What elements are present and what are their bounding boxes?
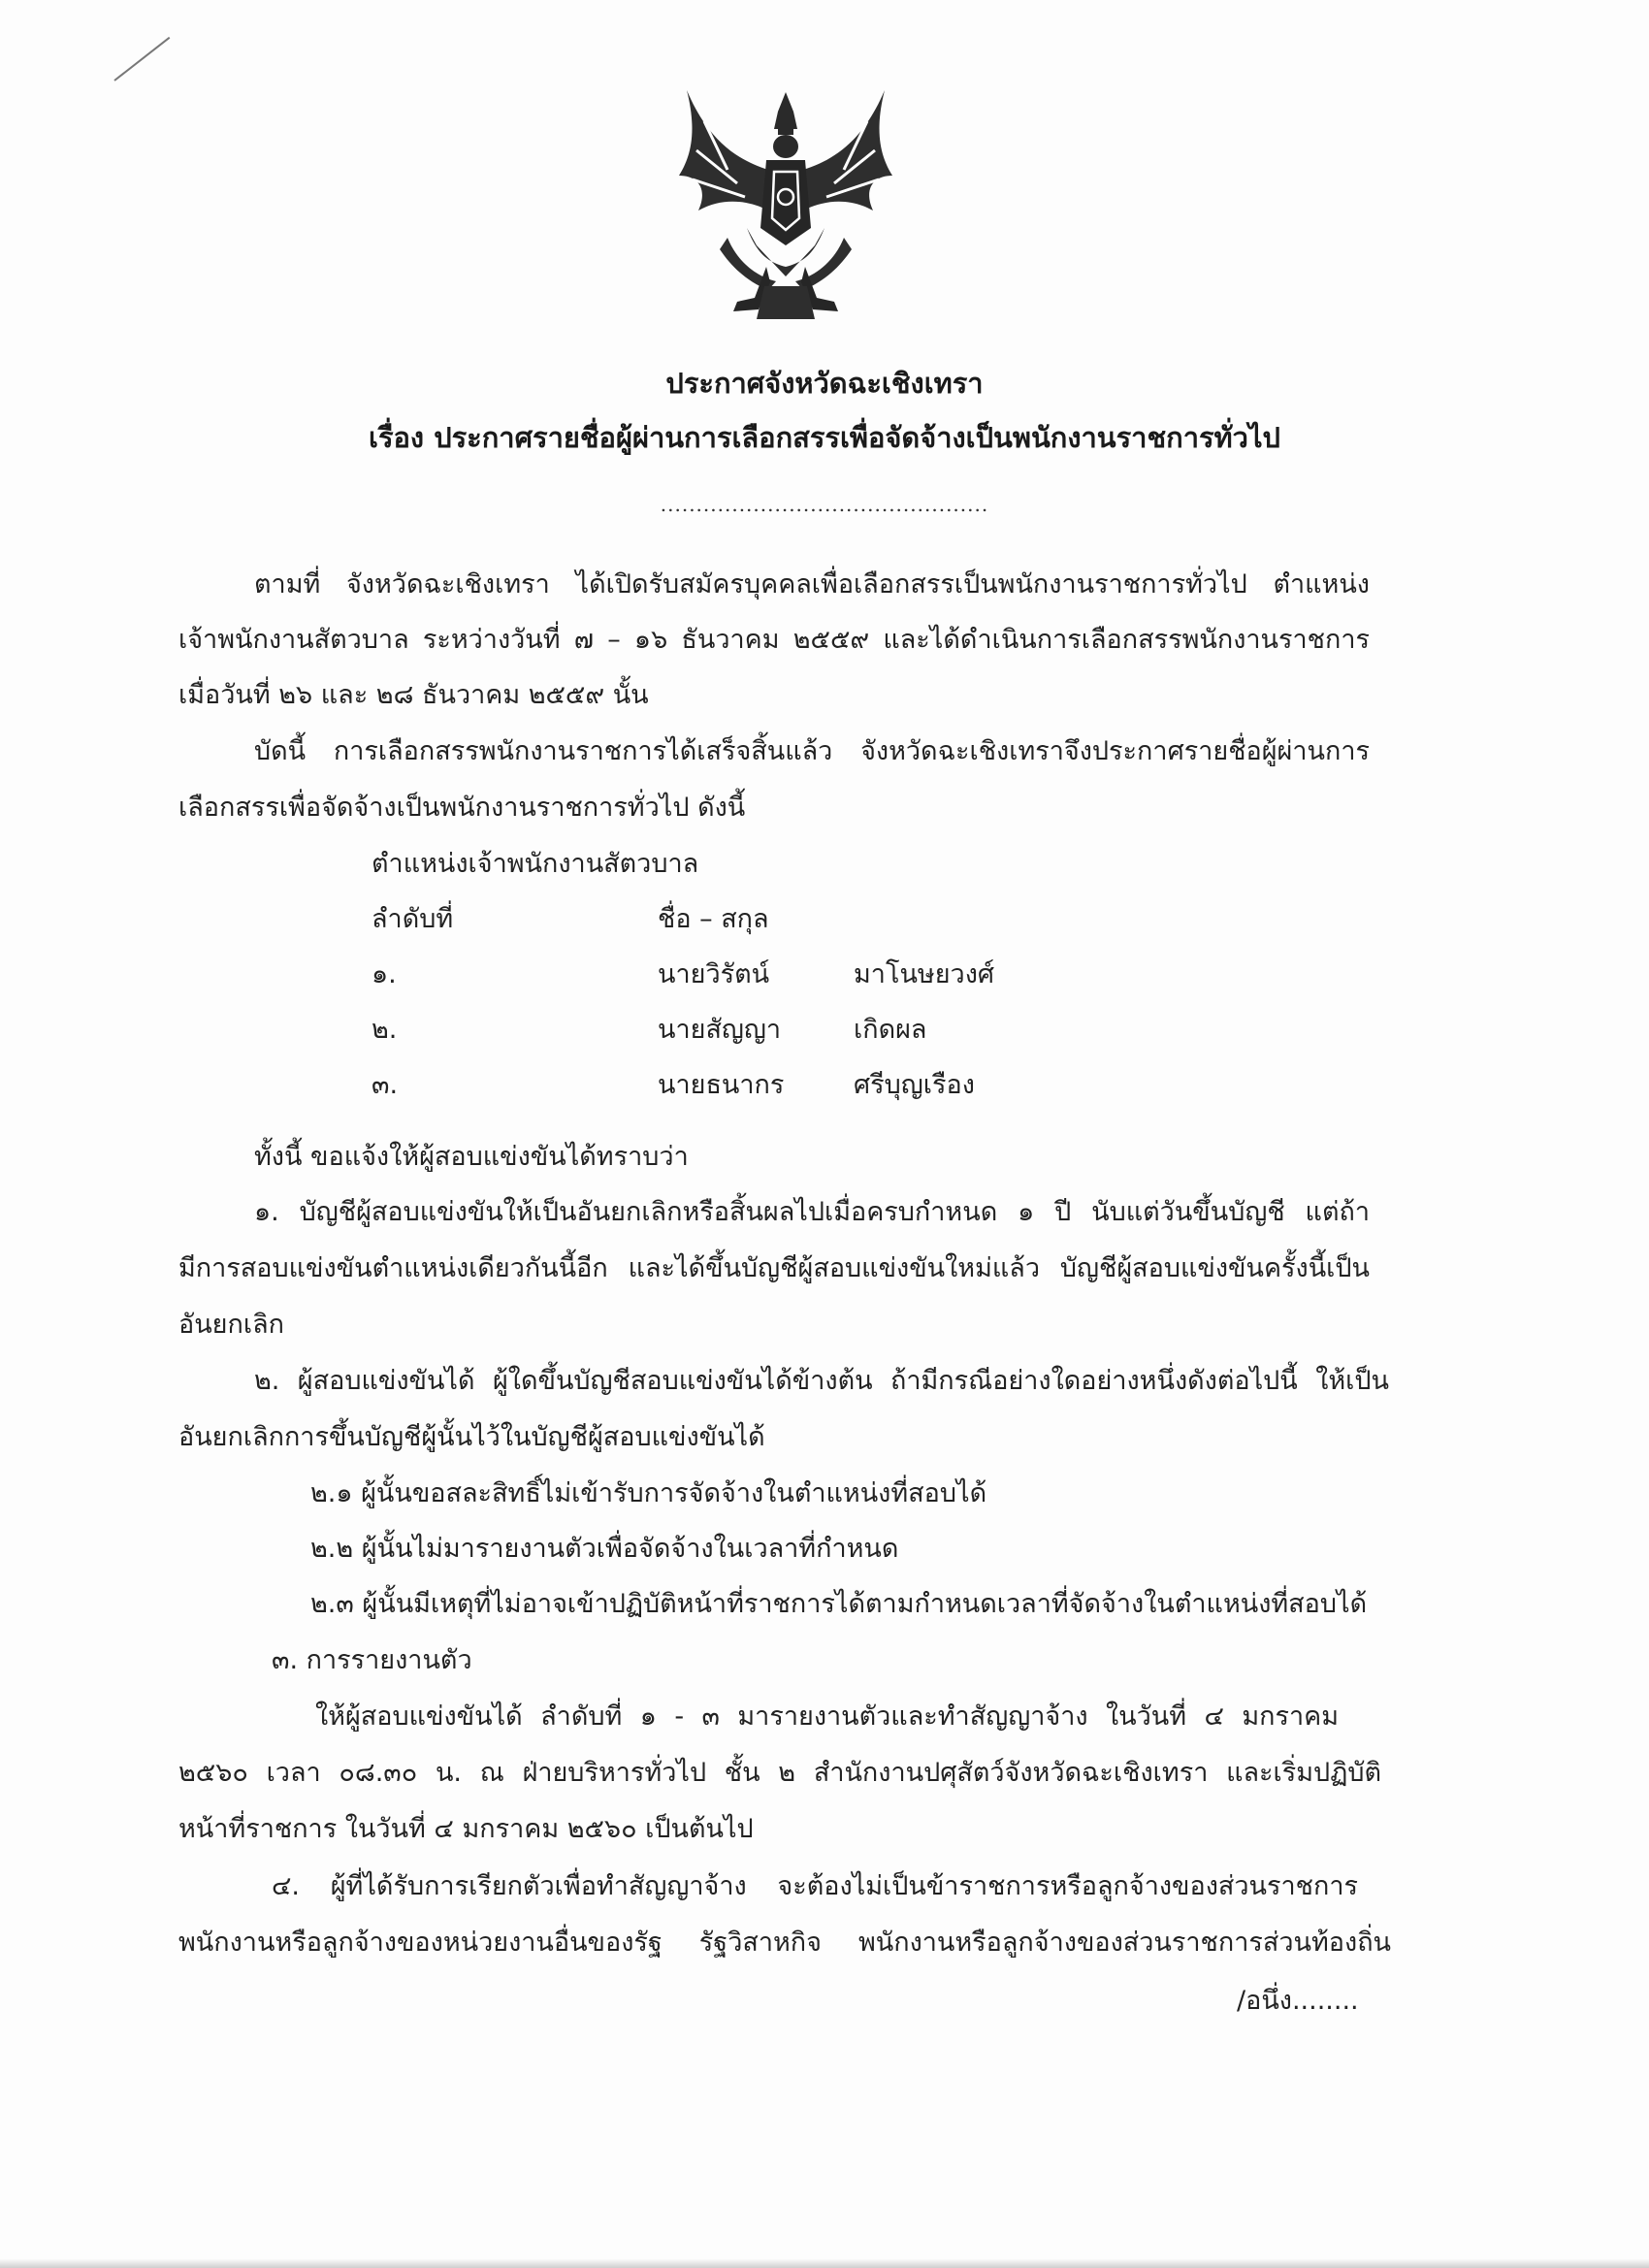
notice-item-4-line-2: พนักงานหรือลูกจ้างของหน่วยงานอื่นของรัฐ รัฐวิสาหกิจ พนักงานหรือลูกจ้างของส่วนราชการส่วนท้องถิ่น xyxy=(178,1928,1391,1958)
garuda-emblem xyxy=(669,82,902,325)
result-rank: ๓. xyxy=(372,1070,399,1100)
result-first-name: นายวิรัตน์ xyxy=(658,959,770,989)
intro-line-3: เมื่อวันที่ ๒๖ และ ๒๘ ธันวาคม ๒๕๕๙ นั้น xyxy=(178,680,649,710)
notice-item-2-3: ๒.๓ ผู้นั้นมีเหตุที่ไม่อาจเข้าปฏิบัติหน้าที่ราชการได้ตามกำหนดเวลาที่จัดจ้างในตำแหน่งที่สอบได้ xyxy=(310,1589,1368,1619)
result-last-name: เกิดผล xyxy=(854,1015,927,1045)
notice-item-1-line-1: ๑. บัญชีผู้สอบแข่งขันให้เป็นอันยกเลิกหรือสิ้นผลไปเมื่อครบกำหนด ๑ ปี นับแต่วันขึ้นบัญชี แต่ถ้า xyxy=(254,1197,1370,1227)
pen-mark xyxy=(113,37,170,81)
notice-lead: ทั้งนี้ ขอแจ้งให้ผู้สอบแข่งขันได้ทราบว่า xyxy=(254,1142,689,1172)
issuer-title: ประกาศจังหวัดฉะเชิงเทรา xyxy=(665,367,984,400)
result-rank: ๑. xyxy=(372,959,397,989)
notice-item-2-line-1: ๒. ผู้สอบแข่งขันได้ ผู้ใดขึ้นบัญชีสอบแข่งขันได้ข้างต้น ถ้ามีกรณีอย่างใดอย่างหนึ่งดังต่อไปนี้ ให้เป็น xyxy=(254,1366,1389,1396)
result-last-name: มาโนษยวงศ์ xyxy=(854,959,995,989)
column-rank-header: ลำดับที่ xyxy=(372,904,454,934)
notice-item-3-line-1: ให้ผู้สอบแข่งขันได้ ลำดับที่ ๑ - ๓ มารายงานตัวและทำสัญญาจ้าง ในวันที่ ๔ มกราคม xyxy=(315,1701,1339,1732)
result-first-name: นายสัญญา xyxy=(658,1015,782,1045)
column-name-header: ชื่อ – สกุล xyxy=(658,904,769,934)
intro-line-2: เจ้าพนักงานสัตวบาล ระหว่างวันที่ ๗ – ๑๖ ธันวาคม ๒๕๕๙ และได้ดำเนินการเลือกสรรพนักงานราชการ xyxy=(178,625,1370,655)
notice-item-3-heading: ๓. การรายงานตัว xyxy=(272,1645,472,1675)
result-rank: ๒. xyxy=(372,1015,398,1045)
notice-item-4-line-1: ๔. ผู้ที่ได้รับการเรียกตัวเพื่อทำสัญญาจ้าง จะต้องไม่เป็นข้าราชการหรือลูกจ้างของส่วนราชการ xyxy=(272,1871,1358,1901)
announcement-line-1: บัดนี้ การเลือกสรรพนักงานราชการได้เสร็จสิ้นแล้ว จังหวัดฉะเชิงเทราจึงประกาศรายชื่อผู้ผ่านการ xyxy=(254,736,1370,766)
notice-item-2-2: ๒.๒ ผู้นั้นไม่มารายงานตัวเพื่อจัดจ้างในเวลาที่กำหนด xyxy=(310,1534,899,1564)
notice-item-2-1: ๒.๑ ผู้นั้นขอสละสิทธิ์ไม่เข้ารับการจัดจ้างในตำแหน่งที่สอบได้ xyxy=(310,1478,987,1508)
notice-item-2-line-2: อันยกเลิกการขึ้นบัญชีผู้นั้นไว้ในบัญชีผู้สอบแข่งขันได้ xyxy=(178,1422,765,1452)
separator-line: .............................................. xyxy=(660,493,989,516)
subject-title: เรื่อง ประกาศรายชื่อผู้ผ่านการเลือกสรรเพื่อจัดจ้างเป็นพนักงานราชการทั่วไป xyxy=(369,421,1280,454)
notice-item-3-line-2: ๒๕๖๐ เวลา ๐๘.๓๐ น. ณ ฝ่ายบริหารทั่วไป ชั้น ๒ สำนักงานปศุสัตว์จังหวัดฉะเชิงเทรา และเริ่มปฏิบัติ xyxy=(178,1758,1381,1788)
intro-line-1: ตามที่ จังหวัดฉะเชิงเทรา ได้เปิดรับสมัครบุคคลเพื่อเลือกสรรเป็นพนักงานราชการทั่วไป ตำแหน่ง xyxy=(254,569,1370,599)
result-first-name: นายธนากร xyxy=(658,1070,785,1100)
scan-edge xyxy=(0,2258,1649,2268)
position-heading: ตำแหน่งเจ้าพนักงานสัตวบาล xyxy=(372,849,699,879)
continued-marker: /อนึ่ง........ xyxy=(1237,1986,1359,2016)
notice-item-3-line-3: หน้าที่ราชการ ในวันที่ ๔ มกราคม ๒๕๖๐ เป็นต้นไป xyxy=(178,1814,754,1844)
announcement-line-2: เลือกสรรเพื่อจัดจ้างเป็นพนักงานราชการทั่วไป ดังนี้ xyxy=(178,793,746,823)
result-last-name: ศรีบุญเรือง xyxy=(854,1070,975,1100)
notice-item-1-line-2: มีการสอบแข่งขันตำแหน่งเดียวกันนี้อีก และได้ขึ้นบัญชีผู้สอบแข่งขันใหม่แล้ว บัญชีผู้สอบแข่งขันครั้งนี้เป็น xyxy=(178,1253,1370,1283)
notice-item-1-line-3: อันยกเลิก xyxy=(178,1310,284,1340)
